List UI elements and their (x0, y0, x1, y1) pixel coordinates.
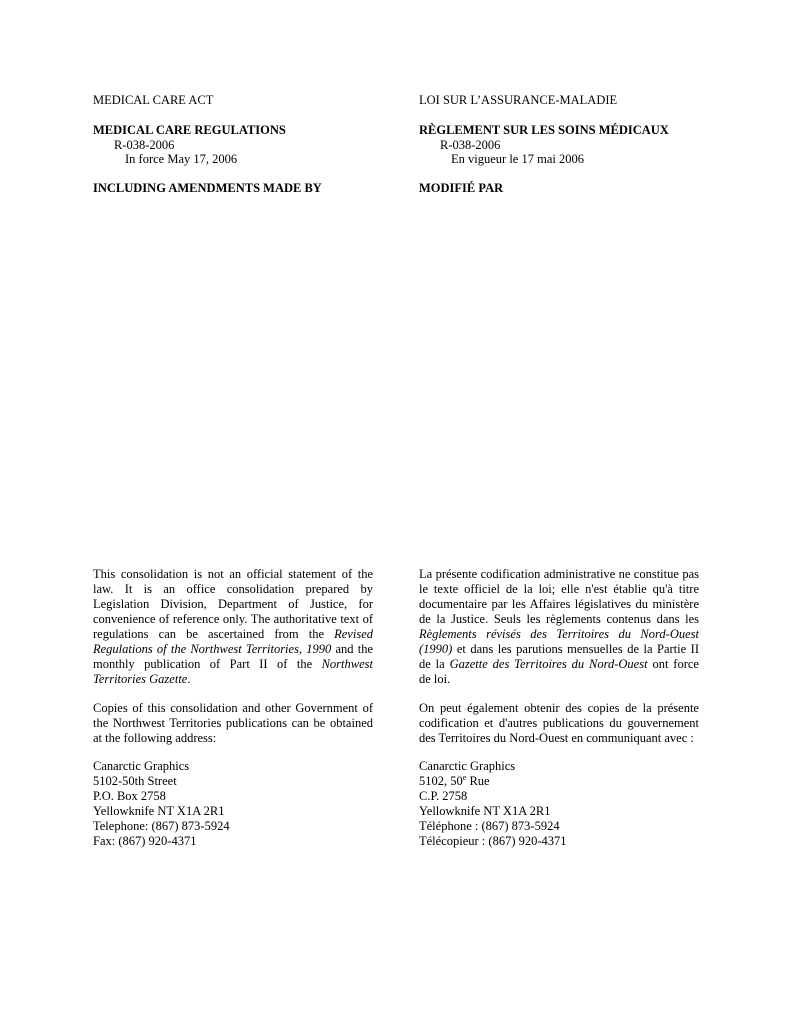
in-force-date-fr: En vigueur le 17 mai 2006 (451, 152, 584, 166)
address-street-en: 5102-50th Street (93, 774, 177, 788)
regulation-number-fr: R-038-2006 (440, 138, 501, 152)
regulation-title-en: MEDICAL CARE REGULATIONS (93, 123, 286, 137)
address-fax-en: Fax: (867) 920-4371 (93, 834, 197, 848)
address-street-prefix-fr: 5102, 50 (419, 774, 463, 788)
notice-italic-fr-1: Règlements révisés des Territoires du Nord-Ouest (1990) (419, 627, 699, 656)
notice-text-fr-1: La présente codification administrative ne constitue pas le texte officiel de la loi; elle n'est établie qu'à titre documentaire par les Affaires législatives du ministère de la Justice. Seuls les règlements contenus dans les (419, 567, 699, 626)
address-fax-fr: Télécopieur : (867) 920-4371 (419, 834, 567, 848)
act-title-fr: LOI SUR L’ASSURANCE-MALADIE (419, 93, 618, 107)
address-telephone-en: Telephone: (867) 873-5924 (93, 819, 230, 833)
regulation-title-fr: RÈGLEMENT SUR LES SOINS MÉDICAUX (419, 123, 669, 137)
copies-text-fr: On peut également obtenir des copies de la présente codification et d'autres publications du gouvernement des Territoires du Nord-Ouest en communiquant avec : (419, 701, 699, 745)
address-city-en: Yellowknife NT X1A 2R1 (93, 804, 225, 818)
notice-text-fr-3: ont force de loi. (419, 657, 699, 686)
address-street-sup-fr: e (462, 772, 467, 782)
notice-italic-fr-2: Gazette des Territoires du Nord-Ouest (449, 657, 648, 671)
consolidation-notice-fr (419, 567, 699, 687)
address-block-en (93, 759, 373, 849)
amendments-heading-en: INCLUDING AMENDMENTS MADE BY (93, 181, 322, 195)
address-name-en: Canarctic Graphics (93, 759, 190, 773)
notice-italic-en-2: Northwest Territories Gazette (93, 657, 373, 686)
copies-paragraph-fr (419, 701, 699, 746)
regulation-number-en: R-038-2006 (114, 138, 175, 152)
address-po-box-fr: C.P. 2758 (419, 789, 468, 803)
address-city-fr: Yellowknife NT X1A 2R1 (419, 804, 551, 818)
address-telephone-fr: Téléphone : (867) 873-5924 (419, 819, 560, 833)
notice-text-en-2: and the monthly publication of Part II of the (93, 642, 373, 671)
consolidation-notice-en (93, 567, 373, 687)
address-street-suffix-fr: Rue (466, 774, 490, 788)
address-name-fr: Canarctic Graphics (419, 759, 516, 773)
notice-text-fr-2: et dans les parutions mensuelles de la Partie II de la (419, 642, 699, 671)
address-block-fr (419, 759, 699, 849)
notice-text-en-1: This consolidation is not an official statement of the law. It is an office consolidation prepared by Legislation Division, Department of Justice, for convenience of reference only. The authoritative text of regulations can be ascertained from the (93, 567, 373, 641)
notice-italic-en-1: Revised Regulations of the Northwest Territories, 1990 (93, 627, 373, 656)
amendments-heading-fr: MODIFIÉ PAR (419, 181, 504, 195)
address-po-box-en: P.O. Box 2758 (93, 789, 166, 803)
address-street-fr (419, 774, 699, 789)
in-force-date-en: In force May 17, 2006 (125, 152, 238, 166)
copies-text-en: Copies of this consolidation and other Government of the Northwest Territories publications can be obtained at the following address: (93, 701, 373, 745)
act-title-en: MEDICAL CARE ACT (93, 93, 214, 107)
notice-text-en-3: . (187, 672, 191, 686)
copies-paragraph-en (93, 701, 373, 746)
